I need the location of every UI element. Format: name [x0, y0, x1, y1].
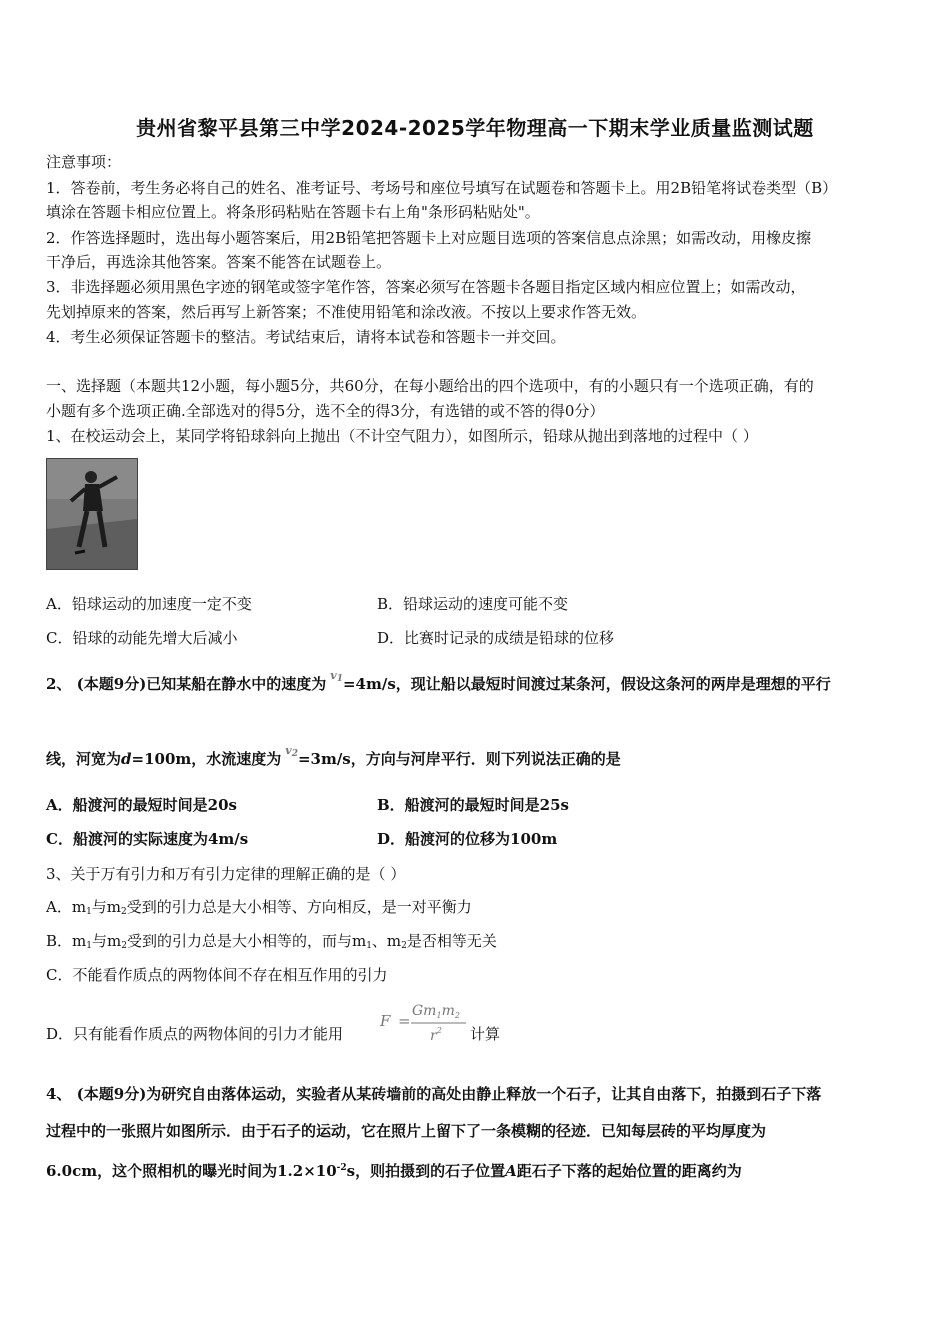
formula-lhs: F — [380, 1012, 391, 1030]
q4-text: 6.0cm，这个照相机的曝光时间为1.2×10 — [46, 1162, 337, 1180]
formula-den: $r^2$ — [430, 1026, 442, 1044]
v2-symbol: $v_2$ — [285, 744, 298, 759]
question-4-line2: 过程中的一张照片如图所示．由于石子的运动，它在照片上留下了一条模糊的径迹．已知每层砖的平均厚度为 — [46, 1122, 767, 1140]
q2-option-a: A．船渡河的最短时间是20s — [46, 796, 237, 814]
notice-line: 4．考生必须保证答题卡的整洁。考试结束后，请将本试卷和答题卡一并交回。 — [46, 328, 566, 346]
section-heading: 一、选择题（本题共12小题，每小题5分，共60分，在每小题给出的四个选项中，有的小题只有一个选项正确，有的 — [46, 377, 814, 395]
notice-heading: 注意事项： — [46, 153, 122, 171]
q3-a-text: A．m — [46, 898, 87, 916]
v1-symbol: $v_1$ — [330, 669, 343, 684]
q4-text: s，则拍摄到的石子位置 — [346, 1162, 506, 1180]
question-2-stem-line2 — [46, 744, 621, 774]
subscript: 2 — [401, 941, 407, 951]
q3-option-d-pre: D．只有能看作质点的两物体间的引力才能用 — [46, 1025, 344, 1043]
q1-option-a: A．铅球运动的加速度一定不变 — [46, 595, 252, 613]
q3-a-text: 与m — [91, 898, 122, 916]
d-symbol: d — [121, 750, 132, 768]
q3-b-text: 、m — [371, 932, 402, 950]
q3-a-text: 受到的引力总是大小相等、方向相反，是一对平衡力 — [126, 898, 472, 916]
q3-b-text: 受到的引力总是大小相等的，而与m — [126, 932, 367, 950]
q2-text: =100m，水流速度为 — [131, 750, 282, 768]
q1-option-d: D．比赛时记录的成绩是铅球的位移 — [377, 629, 615, 647]
q4-text: 距石子下落的起始位置的距离约为 — [516, 1162, 742, 1180]
page-title: 贵州省黎平县第三中学2024-2025学年物理高一下期末学业质量监测试题 — [136, 116, 814, 140]
notice-line: 先划掉原来的答案，然后再写上新答案；不准使用铅笔和涂改液。不按以上要求作答无效。 — [46, 303, 647, 321]
q3-option-a — [46, 897, 472, 922]
notice-line: 填涂在答题卡相应位置上。将条形码粘贴在答题卡右上角"条形码粘贴处"。 — [46, 203, 540, 221]
subscript: 2 — [121, 907, 127, 917]
q2-text: 线，河宽为 — [46, 750, 122, 768]
q1-option-c: C．铅球的动能先增大后减小 — [46, 629, 238, 647]
q3-b-text: 与m — [91, 932, 122, 950]
gravitation-formula — [378, 998, 470, 1044]
subscript: 2 — [121, 941, 127, 951]
notice-line: 2．作答选择题时，选出每小题答案后，用2B铅笔把答题卡上对应题目选项的答案信息点涂黑；如需改动，用橡皮擦 — [46, 229, 812, 247]
question-1-stem: 1、在校运动会上，某同学将铅球斜向上抛出（不计空气阻力），如图所示，铅球从抛出到落地的过程中（ ） — [46, 427, 758, 445]
notice-line: 3．非选择题必须用黑色字迹的钢笔或签字笔作答，答案必须写在答题卡各题目指定区域内相应位置上；如需改动， — [46, 278, 806, 296]
question-2-stem-line1 — [46, 669, 831, 699]
q3-option-d-post: 计算 — [470, 1025, 501, 1043]
q3-b-text: B．m — [46, 932, 87, 950]
q3-option-b — [46, 931, 497, 956]
section-heading-cont: 小题有多个选项正确.全部选对的得5分，选不全的得3分，有选错的或不答的得0分） — [46, 402, 605, 420]
question-3-stem: 3、关于万有引力和万有引力定律的理解正确的是（ ） — [46, 865, 406, 883]
q3-b-text: 是否相等无关 — [406, 932, 497, 950]
q1-option-b: B．铅球运动的速度可能不变 — [377, 595, 569, 613]
subscript: 1 — [86, 941, 92, 951]
point-a-label: A — [505, 1162, 517, 1180]
q2-text: =4m/s，现让船以最短时间渡过某条河，假设这条河的两岸是理想的平行 — [342, 675, 831, 693]
notice-line: 1．答卷前，考生务必将自己的姓名、准考证号、考场号和座位号填写在试题卷和答题卡上。用2B铅笔将试卷类型（B） — [46, 179, 838, 197]
shot-put-photo — [46, 458, 138, 570]
superscript: -2 — [336, 1163, 347, 1173]
question-4-line1: 4、 (本题9分)为研究自由落体运动，实验者从某砖墙前的高处由静止释放一个石子，让其自由落下，拍摄到石子下落 — [46, 1085, 822, 1103]
formula-eq: = — [398, 1012, 411, 1030]
subscript: 1 — [86, 907, 92, 917]
q2-text: =3m/s，方向与河岸平行．则下列说法正确的是 — [297, 750, 621, 768]
q2-option-c: C．船渡河的实际速度为4m/s — [46, 830, 249, 848]
question-4-line3 — [46, 1158, 742, 1181]
q2-option-d: D．船渡河的位移为100m — [377, 830, 558, 848]
subscript: 1 — [366, 941, 372, 951]
q3-option-c: C．不能看作质点的两物体间不存在相互作用的引力 — [46, 966, 388, 984]
notice-line: 干净后，再选涂其他答案。答案不能答在试题卷上。 — [46, 253, 392, 271]
q2-text: 2、 (本题9分)已知某船在静水中的速度为 — [46, 675, 327, 693]
q2-option-b: B．船渡河的最短时间是25s — [377, 796, 569, 814]
formula-num: $Gm_1m_2$ — [412, 1003, 460, 1020]
